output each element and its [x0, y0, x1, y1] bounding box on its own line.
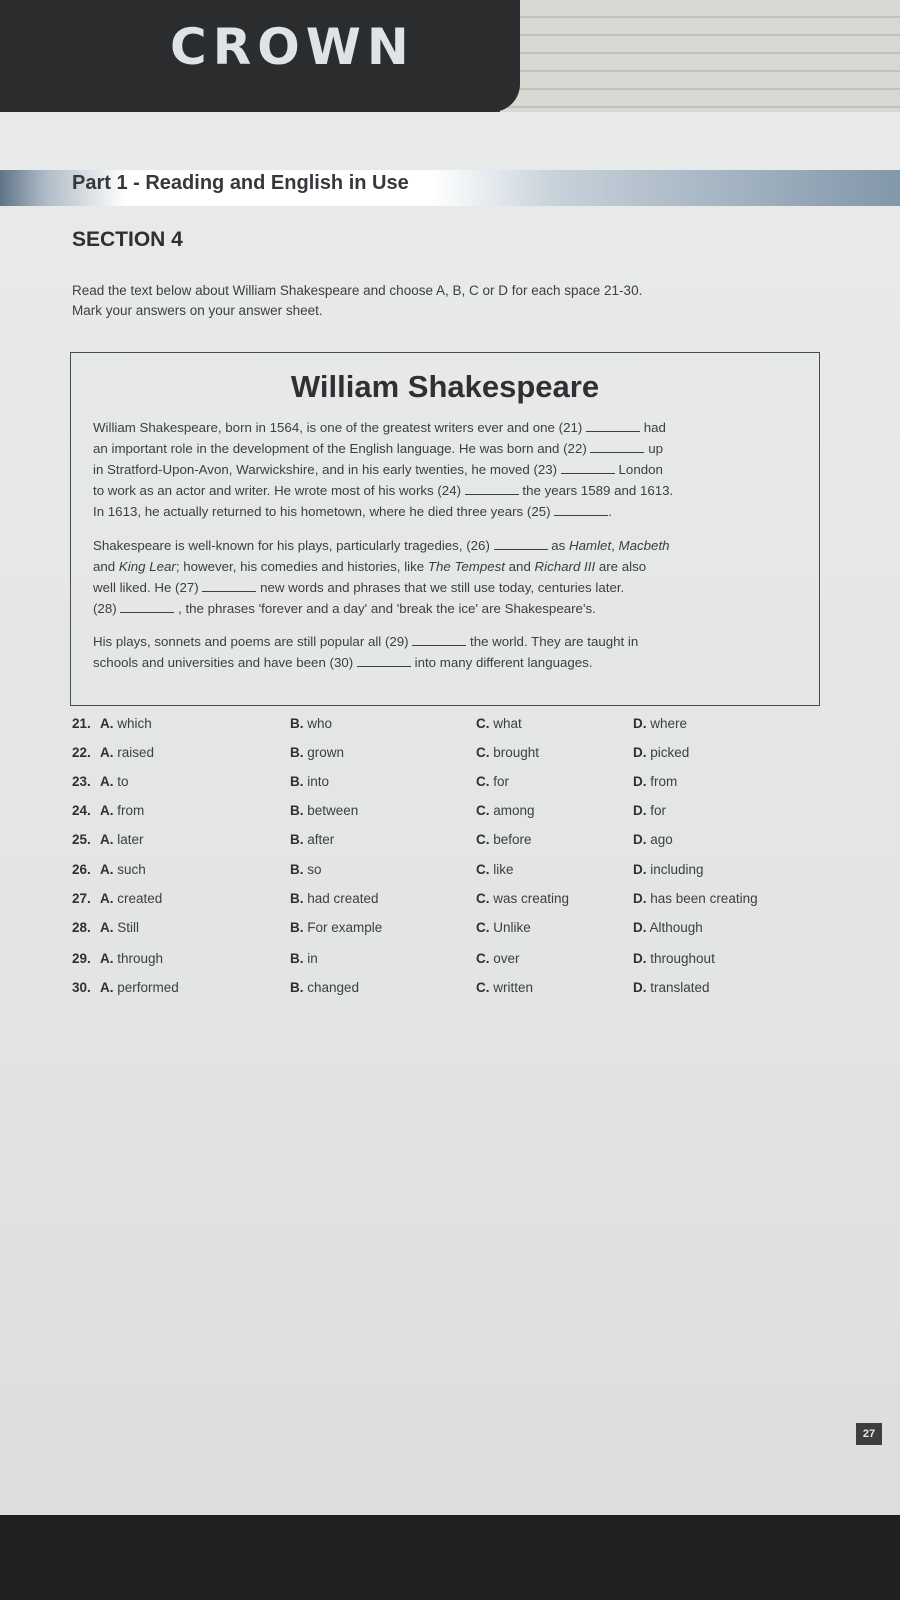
text-line: schools and universities and have been (30) into many different languages.: [93, 655, 593, 670]
option-d: D. has been creating: [633, 891, 758, 906]
question-number: 22.: [72, 745, 91, 760]
option-c: C. Unlike: [476, 920, 531, 935]
background-wall: [500, 0, 900, 112]
text-line: to work as an actor and writer. He wrote most of his works (24) the years 1589 and 1613.: [93, 483, 674, 498]
option-d: D. ago: [633, 832, 673, 847]
option-c: C. before: [476, 832, 532, 847]
option-a: A. later: [100, 832, 144, 847]
option-a: A. raised: [100, 745, 155, 760]
question-number: 23.: [72, 774, 91, 789]
option-a: A. Still: [100, 920, 140, 935]
question-number: 25.: [72, 832, 91, 847]
text-line: Shakespeare is well-known for his plays, particularly tragedies, (26) as Hamlet, Macbeth: [93, 538, 670, 553]
crown-logo: CROWN: [170, 18, 415, 76]
option-b: B. so: [290, 862, 322, 877]
option-d: D. from: [633, 774, 678, 789]
gap-26: [494, 537, 548, 550]
option-a: A. from: [100, 803, 145, 818]
page-number: 27: [856, 1423, 882, 1445]
question-number: 30.: [72, 980, 91, 995]
text-line: an important role in the development of the English language. He was born and (22) up: [93, 441, 663, 456]
option-c: C. what: [476, 716, 522, 731]
question-number: 24.: [72, 803, 91, 818]
option-b: B. grown: [290, 745, 345, 760]
gap-24: [465, 482, 519, 495]
option-b: B. For example: [290, 920, 383, 935]
question-number: 21.: [72, 716, 91, 731]
paragraph-3: [93, 631, 799, 673]
gap-28: [120, 600, 174, 613]
option-b: B. changed: [290, 980, 360, 995]
gap-23: [561, 461, 615, 474]
option-c: C. written: [476, 980, 534, 995]
option-c: C. brought: [476, 745, 540, 760]
gap-21: [586, 419, 640, 432]
option-a: A. which: [100, 716, 152, 731]
option-d: D. throughout: [633, 951, 715, 966]
gap-30: [357, 654, 411, 667]
reading-text-box: [70, 352, 820, 706]
option-d: D. including: [633, 862, 704, 877]
logo-banner: [0, 0, 520, 112]
option-a: A. such: [100, 862, 146, 877]
option-b: B. who: [290, 716, 333, 731]
option-a: A. through: [100, 951, 164, 966]
paragraph-1: [93, 417, 799, 522]
question-number: 29.: [72, 951, 91, 966]
question-number: 28.: [72, 920, 91, 935]
gap-25: [554, 503, 608, 516]
option-b: B. into: [290, 774, 330, 789]
text-line: in Stratford-Upon-Avon, Warwickshire, and in his early twenties, he moved (23) London: [93, 462, 663, 477]
option-b: B. after: [290, 832, 335, 847]
gap-22: [590, 440, 644, 453]
option-a: A. created: [100, 891, 163, 906]
option-c: C. was creating: [476, 891, 570, 906]
gap-29: [412, 633, 466, 646]
question-number: 27.: [72, 891, 91, 906]
option-a: A. performed: [100, 980, 179, 995]
option-b: B. in: [290, 951, 318, 966]
option-c: C. among: [476, 803, 535, 818]
option-c: C. like: [476, 862, 514, 877]
option-c: C. for: [476, 774, 510, 789]
text-line: His plays, sonnets and poems are still popular all (29) the world. They are taught in: [93, 634, 639, 649]
text-line: (28) , the phrases 'forever and a day' and 'break the ice' are Shakespeare's.: [93, 601, 596, 616]
text-line: well liked. He (27) new words and phrases that we still use today, centuries later.: [93, 580, 625, 595]
gap-27: [202, 579, 256, 592]
paragraph-2: [93, 535, 799, 619]
option-d: D. Although: [633, 920, 703, 935]
part-title: Part 1 - Reading and English in Use: [72, 172, 409, 194]
background-bottom: [0, 1515, 900, 1600]
book-page: [0, 112, 900, 1532]
option-d: D. translated: [633, 980, 710, 995]
option-a: A. to: [100, 774, 129, 789]
text-line: and King Lear; however, his comedies and histories, like The Tempest and Richard III are also: [93, 559, 647, 574]
option-d: D. where: [633, 716, 688, 731]
text-line: In 1613, he actually returned to his hometown, where he died three years (25) .: [93, 504, 612, 519]
section-title: SECTION 4: [72, 228, 183, 251]
option-d: D. picked: [633, 745, 690, 760]
text-line: William Shakespeare, born in 1564, is one of the greatest writers ever and one (21) had: [93, 420, 666, 435]
instructions-line-1: Read the text below about William Shakespeare and choose A, B, C or D for each space 21-30.: [72, 283, 643, 298]
question-number: 26.: [72, 862, 91, 877]
option-b: B. had created: [290, 891, 379, 906]
text-title: William Shakespeare: [290, 369, 600, 404]
instructions-line-2: Mark your answers on your answer sheet.: [72, 303, 323, 318]
option-b: B. between: [290, 803, 359, 818]
option-c: C. over: [476, 951, 520, 966]
option-d: D. for: [633, 803, 667, 818]
